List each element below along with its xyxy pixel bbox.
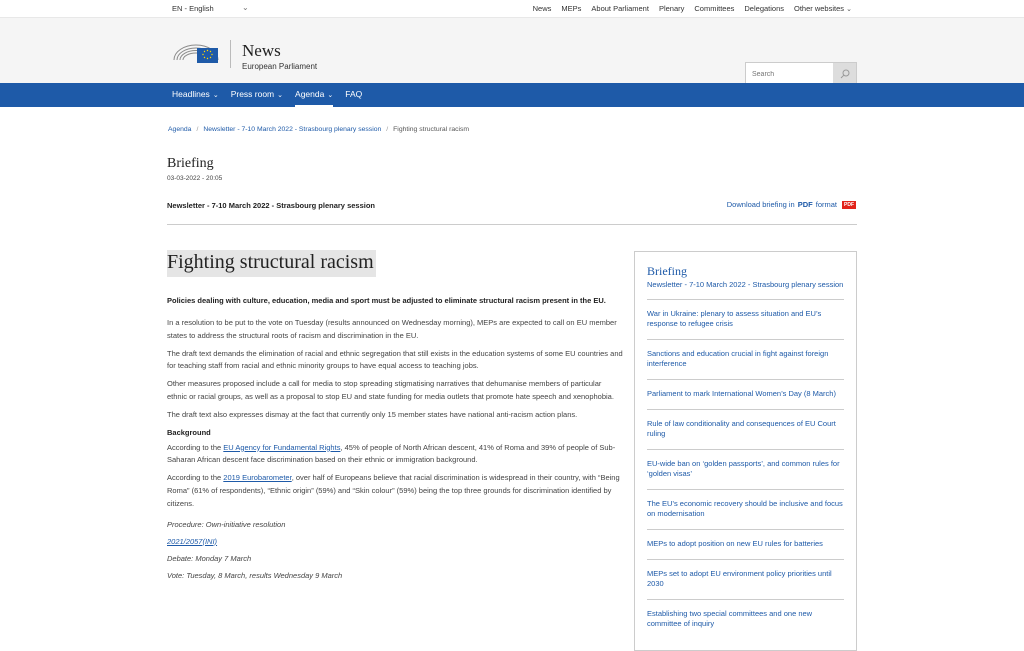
procedure-link[interactable]: 2021/2057(INI) [167, 536, 218, 546]
text: According to the [167, 442, 222, 452]
toplink-other-websites-label: Other websites [794, 4, 845, 13]
text: , over half of Europeans believe that racial discrimination is widespread in their country, with “Being Roma” (61% of respondents), “Ethnic origin” (59%) and “Skin colour” (59%) being the top three grounds for discrimination identified by citizens. [167, 473, 620, 508]
breadcrumb-current: Fighting structural racism [393, 126, 470, 133]
breadcrumb-agenda[interactable]: Agenda [168, 126, 192, 133]
header-divider [230, 40, 231, 68]
vote-date: Vote: Tuesday, 8 March, results Wednesday 9 March [167, 570, 343, 580]
toplink-about-parliament[interactable]: About Parliament [591, 4, 649, 13]
article-paragraph: The draft text also expresses dismay at the fact that currently only 15 member states have national anti-racism action plans. [167, 409, 578, 419]
sidebar-item[interactable]: MEPs set to adopt EU environment policy priorities until 2030 [647, 559, 844, 599]
nav-agenda[interactable] [295, 83, 333, 107]
toplink-committees[interactable]: Committees [694, 4, 735, 13]
toplink-meps[interactable]: MEPs [561, 4, 582, 13]
article-paragraph [167, 472, 623, 510]
article-lead: Policies dealing with culture, education, media and sport must be adjusted to eliminate structural racism present in the EU. [167, 296, 606, 305]
toplink-plenary[interactable]: Plenary [658, 4, 685, 13]
breadcrumb: Agenda / Newsletter - 7-10 March 2022 - Strasbourg plenary session / Fighting structural racism [168, 126, 470, 133]
search-icon [840, 69, 850, 79]
nav-headlines[interactable] [172, 83, 219, 107]
search-button[interactable] [833, 63, 856, 85]
publish-datetime: 03-03-2022 - 20:05 [167, 175, 223, 182]
sidebar-item[interactable]: Rule of law conditionality and consequences of EU Court ruling [647, 409, 844, 449]
page-title: Briefing [167, 156, 214, 171]
site-brand[interactable] [242, 41, 317, 71]
chevron-down-icon: ⌄ [327, 92, 334, 99]
nav-faq-label: FAQ [345, 89, 363, 99]
sidebar-item[interactable]: EU-wide ban on ‘golden passports’, and common rules for ‘golden visas’ [647, 449, 844, 489]
sidebar-item[interactable]: Establishing two special committees and one new committee of inquiry [647, 599, 844, 639]
related-briefings-sidebar [634, 251, 857, 651]
sidebar-item[interactable]: War in Ukraine: plenary to assess situation and EU’s response to refugee crisis [647, 299, 844, 339]
chevron-down-icon: ⌄ [212, 92, 219, 99]
site-subtitle: European Parliament [242, 62, 318, 71]
language-label: EN - English [172, 4, 214, 13]
site-title: News [242, 41, 281, 60]
nav-faq[interactable] [345, 83, 362, 107]
nav-headlines-label: Headlines [172, 89, 210, 99]
nav-press-room[interactable] [231, 83, 283, 107]
toplink-news[interactable]: News [532, 4, 552, 13]
chevron-down-icon: ⌄ [846, 6, 852, 13]
sidebar-title[interactable]: Briefing [647, 264, 687, 278]
nav-agenda-label: Agenda [295, 89, 325, 99]
article-paragraph: Other measures proposed include a call for media to stop spreading stigmatising narratives that dehumanise members of particular ethnic or racial groups, as well as a proposal to stop EU and state funding for media outlets that promote hate speech and xenophobia. [167, 379, 614, 401]
text: , 45% of people of North African descent, 41% of Roma and 39% of people of Sub-Saharan African descent face discrimination based on their ethnic or immigration background. [167, 442, 616, 465]
sidebar-subtitle[interactable]: Newsletter - 7-10 March 2022 - Strasbourg plenary session [647, 280, 844, 289]
utility-bar [0, 0, 1024, 18]
sidebar-list [647, 299, 844, 639]
newsletter-title: Newsletter - 7-10 March 2022 - Strasbourg plenary session [167, 201, 375, 210]
eurobarometer-link[interactable]: 2019 Eurobarometer [223, 473, 292, 483]
text: According to the [167, 473, 222, 483]
sidebar-item[interactable]: The EU’s economic recovery should be inclusive and focus on modernisation [647, 489, 844, 529]
fra-link[interactable]: EU Agency for Fundamental Rights [223, 442, 341, 452]
chevron-down-icon: ⌄ [242, 3, 249, 12]
procedure: Procedure: Own-initiative resolution [167, 519, 286, 529]
toplink-other-websites[interactable] [794, 4, 852, 13]
background-heading: Background [167, 427, 211, 437]
pdf-prefix: Download briefing in [726, 200, 795, 209]
search-input[interactable] [746, 63, 832, 85]
article-paragraph: The draft text demands the elimination of racial and ethnic segregation that still exists in the education systems of some EU countries and for teaching staff from racial and ethnic minority groups to have equal access to teaching jobs. [167, 348, 623, 371]
pdf-icon: PDF [844, 201, 854, 208]
main-nav [0, 83, 1024, 107]
pdf-suffix: format [815, 200, 837, 209]
article-paragraph [167, 442, 623, 468]
debate-date: Debate: Monday 7 March [167, 553, 252, 563]
sidebar-item[interactable]: Sanctions and education crucial in fight against foreign interference [647, 339, 844, 379]
article [167, 250, 623, 580]
language-selector[interactable] [172, 3, 249, 13]
download-pdf-link[interactable] [727, 200, 856, 209]
sidebar-item[interactable]: Parliament to mark International Women’s Day (8 March) [647, 379, 844, 409]
european-parliament-logo[interactable] [172, 40, 220, 66]
article-title: Fighting structural racism [167, 250, 376, 277]
nav-press-room-label: Press room [230, 89, 275, 99]
pdf-bold: PDF [797, 200, 813, 209]
article-paragraph: In a resolution to be put to the vote on Tuesday (results announced on Wednesday morning), MEPs are expected to call on EU member states to address the structural roots of racism and discrimination in the EU. [167, 318, 617, 340]
breadcrumb-newsletter[interactable]: Newsletter - 7-10 March 2022 - Strasbourg plenary session [203, 126, 382, 133]
divider [167, 224, 857, 225]
site-header [0, 18, 1024, 83]
toplink-delegations[interactable]: Delegations [744, 4, 784, 13]
chevron-down-icon: ⌄ [277, 92, 284, 99]
sidebar-item[interactable]: MEPs to adopt position on new EU rules for batteries [647, 529, 844, 559]
top-links [533, 4, 852, 13]
